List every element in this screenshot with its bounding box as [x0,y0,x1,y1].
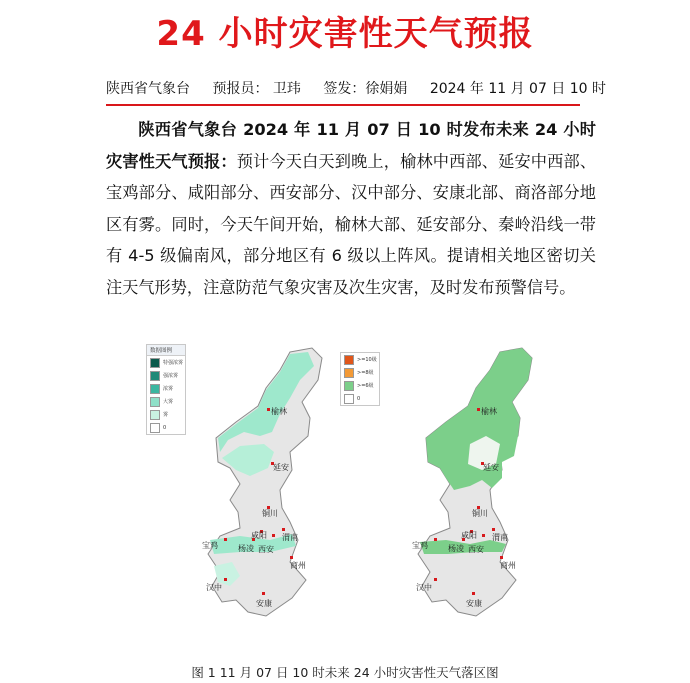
forecast-body [106,114,596,303]
fog-legend-swatch [150,397,160,407]
city-yanan: 延安 [483,463,499,472]
city-baoji: 宝鸡 [412,541,428,550]
fog-legend-row [147,382,185,395]
city-ankang: 安康 [466,599,482,608]
signer-label: 签发：徐娟娟 [323,81,408,97]
wind-legend-swatch [344,394,354,404]
fog-legend [146,344,186,435]
city-weinan: 渭南 [492,533,508,542]
wind-legend-label: >=8级 [357,370,374,376]
city-ankang: 安康 [256,599,272,608]
fog-legend-title: 数据图例 [147,345,185,356]
figure-caption: 图 1 11 月 07 日 10 时未来 24 小时灾害性天气落区图 [191,665,499,680]
page-title: 24 小时灾害性天气预报 [156,14,534,54]
fog-legend-swatch [150,358,160,368]
city-yangling: 杨凌 [448,544,464,553]
fog-legend-label: 0 [163,424,167,431]
wind-legend-row [341,366,379,379]
fog-legend-swatch [150,410,160,420]
city-xianyang: 咸阳 [251,531,267,540]
city-tongchuan: 铜川 [262,509,278,518]
fog-legend-label: 浓雾 [163,386,174,392]
forecast-maps [140,340,560,640]
fog-legend-row [147,356,185,369]
wind-legend-label: >=10级 [357,357,377,363]
fog-legend-row [147,421,185,434]
fog-legend-row [147,369,185,382]
city-weinan: 渭南 [282,533,298,542]
wind-legend-swatch [344,368,354,378]
wind-legend-row [341,379,379,392]
fog-legend-swatch [150,371,160,381]
fog-legend-row [147,395,185,408]
city-shangzhou: 商州 [500,561,516,570]
city-hanzhong: 汉中 [206,583,222,592]
forecast-text: 预计今天白天到晚上，榆林中西部、延安中西部、宝鸡部分、咸阳部分、西安部分、汉中部分、安康北部、商洛部分地区有雾。同时，今天午间开始，榆林大部、延安部分、秦岭沿线一带有 4-5 级偏南风，部分地区有 6 级以上阵风。提请相关地区密切关注天气形势，注意防范气象灾害及次生灾害，及时发布预警信号。 [106,151,597,297]
city-shangzhou: 商州 [290,561,306,570]
fog-legend-label: 强浓雾 [163,373,179,379]
city-hanzhong: 汉中 [416,583,432,592]
city-baoji: 宝鸡 [202,541,218,550]
wind-legend-row [341,353,379,366]
fog-legend-swatch [150,384,160,394]
agency-label: 陕西省气象台 [106,81,190,97]
wind-legend [340,352,380,406]
fog-legend-swatch [150,423,160,433]
issue-date: 2024 年 11 月 07 日 10 时 [429,81,607,97]
wind-legend-label: 0 [357,395,361,402]
fog-legend-label: 雾 [163,412,169,418]
city-tongchuan: 铜川 [472,509,488,518]
forecaster-label: 预报员： 卫玮 [212,81,301,97]
city-xianyang: 咸阳 [461,531,477,540]
city-yulin: 榆林 [481,407,497,416]
city-xian: 西安 [258,545,274,554]
wind-map [350,340,560,640]
wind-legend-label: >=6级 [357,383,374,389]
forecast-lead: 陕西省气象台 2024 年 11 月 07 日 10 时发布未来 24 小时灾害性天气预报： [106,120,596,171]
fog-legend-row [147,408,185,421]
city-xian: 西安 [468,545,484,554]
city-yanan: 延安 [273,463,289,472]
fog-legend-label: 大雾 [163,399,174,405]
city-yulin: 榆林 [271,407,287,416]
wind-legend-row [341,392,379,405]
wind-legend-swatch [344,381,354,391]
wind-legend-swatch [344,355,354,365]
fog-legend-label: 特强浓雾 [163,360,184,366]
header-meta [106,78,607,106]
city-yangling: 杨凌 [238,544,254,553]
